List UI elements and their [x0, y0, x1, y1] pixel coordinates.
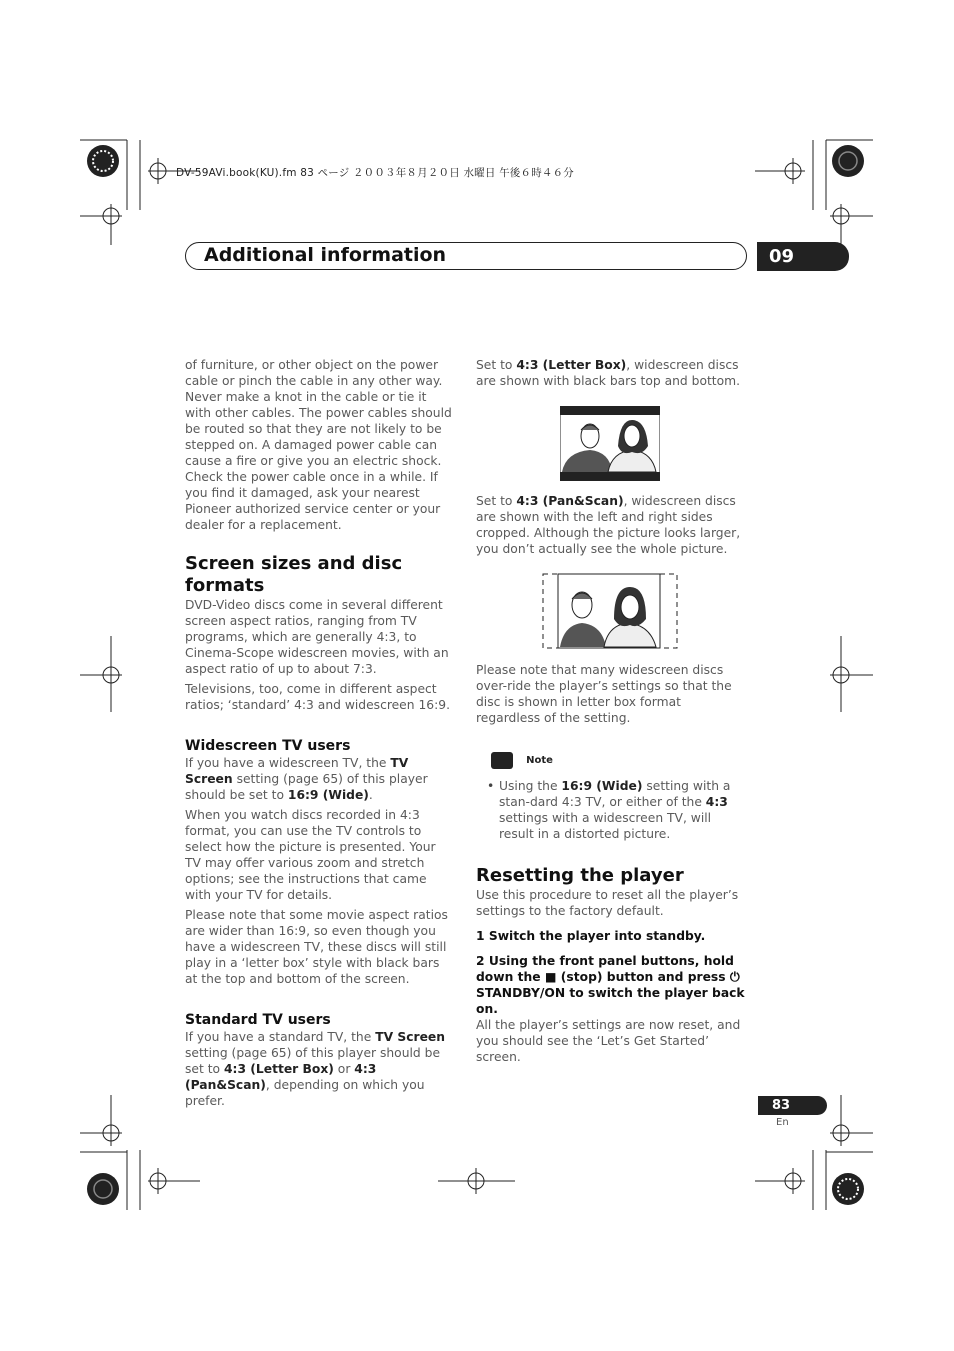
widescreen-paragraph-2: When you watch discs recorded in 4:3 format, you can use the TV controls to select how the picture is presented. Your TV may offer various zoom and stretch options; see the instructions that came with your TV for details. [185, 808, 436, 902]
widescreen-paragraph-3: Please note that some movie aspect ratios are wider than 16:9, so even though you have a widescreen TV, these discs will still play in a ‘letter box’ style with black bars at the top and bottom of the screen. [185, 908, 448, 986]
standard-tv-paragraph: If you have a standard TV, the TV Screen setting (page 65) of this player should be set to 4:3 (Letter Box) or 4:3 (Pan&Scan), depending on which you prefer. [185, 1030, 446, 1108]
reset-step-1: 1 Switch the player into standby. [476, 929, 706, 943]
power-icon: ⏻ [729, 970, 740, 984]
letterbox-paragraph: Set to 4:3 (Letter Box), widescreen discs are shown with black bars top and bottom. [476, 358, 741, 388]
pencil-note-icon [491, 752, 513, 769]
panscan-paragraph: Set to 4:3 (Pan&Scan), widescreen discs are shown with the left and right sides cropped. Although the picture looks larger, you don’t actually see the whole picture. [476, 494, 741, 556]
language-label: En [776, 1117, 789, 1128]
reset-step-2: 2 Using the front panel buttons, hold down the ■ (stop) button and press ⏻ STANDBY/ON to switch the player back on. [476, 954, 745, 1016]
intro-paragraph: of furniture, or other object on the power cable or pinch the cable in any other way. Never make a knot in the cable or tie it with other cables. The power cables should be routed so that they are not likely to be stepped on. A damaged power cable can cause a fire or give you an electric shock. Check the power cable once in a while. If you find it damaged, ask your nearest Pioneer authorized service center or your dealer for a replacement. [185, 358, 452, 532]
override-paragraph: Please note that many widescreen discs over-ride the player’s settings so that the disc is shown in letter box format regardless of the setting. [476, 663, 732, 725]
reset-heading: Resetting the player [476, 865, 684, 886]
screen-paragraph-1: DVD-Video discs come in several different screen aspect ratios, ranging from TV programs, which are generally 4:3, to Cinema-Scope widescreen movies, with an aspect ratio of up to about 7:3. [185, 598, 449, 676]
standard-tv-heading: Standard TV users [185, 1012, 331, 1028]
left-column [185, 357, 455, 1113]
print-header: DV-59AVi.book(KU).fm 83 ページ ２００３年８月２０日 水曜日 午後６時４６分 [176, 167, 575, 179]
reset-section [476, 865, 748, 1069]
note-label: Note [526, 755, 553, 766]
chapter-number: 09 [757, 242, 849, 271]
chapter-title: Additional information [204, 244, 447, 266]
widescreen-heading: Widescreen TV users [185, 738, 351, 754]
stop-icon: ■ [544, 970, 557, 984]
screen-sizes-heading: Screen sizes and disc formats [185, 553, 403, 596]
screen-paragraph-2: Televisions, too, come in different aspect ratios; ‘standard’ 4:3 and widescreen 16:9. [185, 682, 450, 712]
panscan-illustration [542, 573, 678, 649]
letterbox-illustration [560, 406, 660, 481]
reset-intro: Use this procedure to reset all the player’s settings to the factory default. [476, 888, 739, 918]
note-header [491, 750, 553, 769]
page-number: 83 [758, 1096, 827, 1115]
widescreen-paragraph-1: If you have a widescreen TV, the TV Screen setting (page 65) of this player should be set to 16:9 (Wide). [185, 756, 428, 802]
note-bullet: • Using the 16:9 (Wide) setting with a stan-dard 4:3 TV, or either of the 4:3 settings with a widescreen TV, will result in a distorted picture. [476, 778, 748, 842]
reset-result: All the player’s settings are now reset, and you should see the ‘Let’s Get Started’ screen. [476, 1018, 741, 1064]
